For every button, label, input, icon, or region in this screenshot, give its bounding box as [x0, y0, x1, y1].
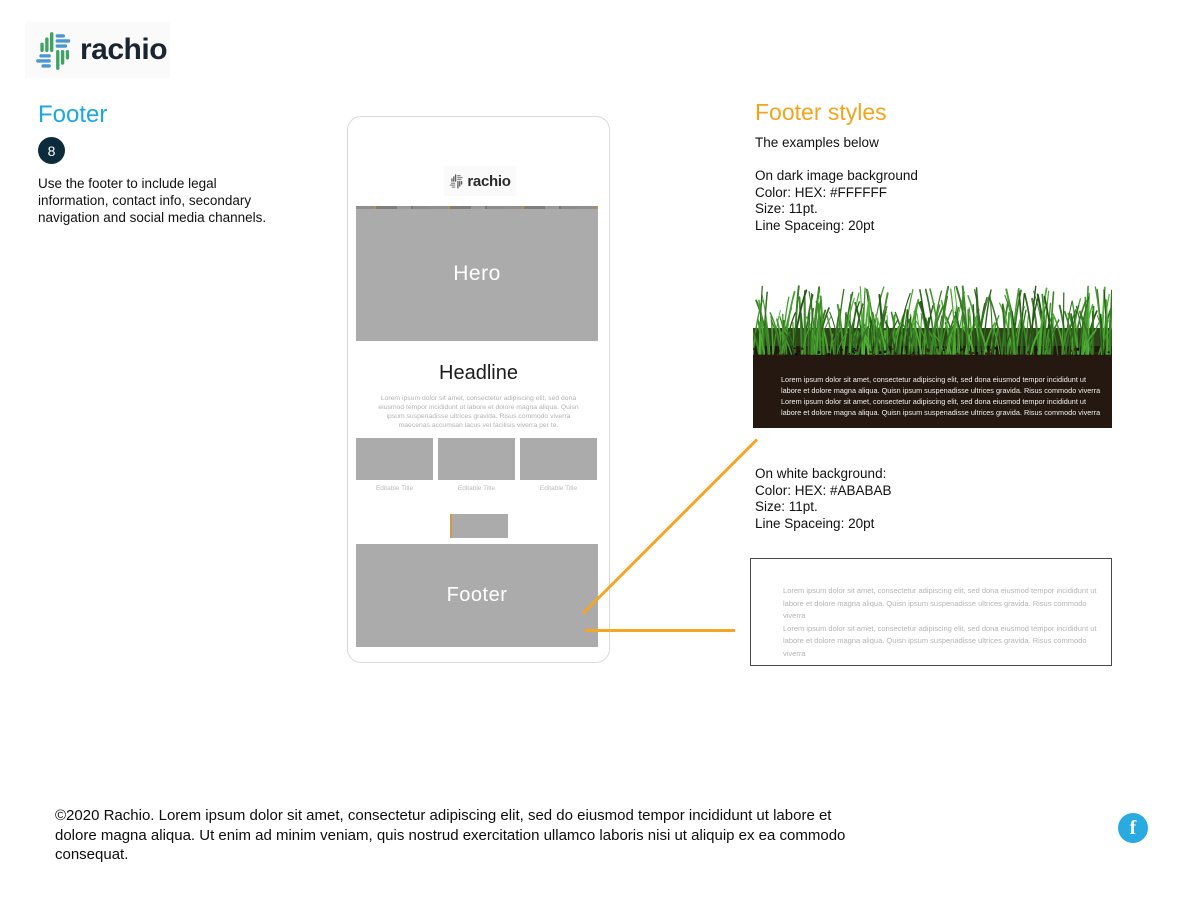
email-mockup-frame: [347, 116, 610, 663]
tile-caption: Editable Title: [375, 485, 414, 492]
footer-styles-title: Footer styles: [755, 99, 887, 125]
brand-name: rachio: [80, 33, 168, 66]
tile-caption: Editable Title: [539, 485, 578, 492]
dark-background-spec: On dark image background Color: HEX: #FFFFFF Size: 11pt. Line Spaceing: 20pt: [755, 168, 918, 233]
white-background-spec: On white background: Color: HEX: #ABABAB Size: 11pt. Line Spaceing: 20pt: [755, 466, 892, 531]
step-number-badge: 8: [38, 137, 65, 164]
dark-example-text: Lorem ipsum dolor sit amet, consectetur adipiscing elit, sed dona eiusmod tempor incididunt ut labore et dolore magna aliqua. Quisn ipsum suspenadisse ultrices gravida. Risus commodo viverra Lorem ipsum dolor sit amet, consectetur adipiscing elit, sed dona eiusmod tempor incididunt ut labore et dolore magna aliqua. Quisn ipsum suspenadisse ultrices gravida. Risus commodo viverra: [753, 360, 1112, 428]
content-tile: [438, 438, 515, 480]
footer-placeholder: [356, 544, 598, 647]
dark-footer-example: [753, 278, 1112, 428]
tile-caption: Editable Title: [457, 485, 496, 492]
mockup-body-text: Lorem ipsum dolor sit amet, consectetur adipiscing elit, sed dona eiusmod tempor incididunt ut labore et dolore magna aliqua. Quisn ipsum suspenadisse ultrices gravida. Risus commodo viverra maecenas accumsan lacus vel facilisis viverra per te.: [378, 395, 579, 429]
connector-line-horizontal: [585, 629, 735, 632]
footer-label: Footer: [446, 584, 508, 606]
hero-label: Hero: [453, 261, 501, 285]
examples-intro: The examples below: [755, 135, 879, 150]
mockup-headline: Headline: [439, 362, 518, 384]
section-description: Use the footer to include legal information, contact info, secondary navigation and social media channels.: [38, 176, 267, 225]
rachio-mark-icon: [34, 29, 74, 71]
content-tile: [356, 438, 433, 480]
facebook-icon[interactable]: f: [1118, 813, 1148, 843]
copyright-text: ©2020 Rachio. Lorem ipsum dolor sit amet, consectetur adipiscing elit, sed do eiusmod tempor incididunt ut labore et dolore magna aliqua. Ut enim ad minim veniam, quis nostrud exercitation ullamco laboris nisi ut aliquip ex ea commodo consequat.: [55, 807, 846, 863]
mockup-logo: [444, 166, 516, 196]
rachio-mark-small-icon: [449, 173, 464, 189]
content-tile: [520, 438, 597, 480]
hero-placeholder: [356, 206, 598, 341]
mockup-logo-text: rachio: [467, 172, 511, 190]
page-title: Footer: [38, 101, 108, 128]
brand-logo: [25, 22, 170, 78]
button-placeholder: [450, 514, 508, 538]
grass-image: [753, 278, 1112, 360]
white-footer-example: Lorem ipsum dolor sit amet, consectetur adipiscing elit, sed dona eiusmod tempor incididunt ut labore et dolore magna aliqua. Quisn ipsum suspenadisse ultrices gravida. Risus commodo viverra Lorem ipsum dolor sit amet, consectetur adipiscing elit, sed dona eiusmod tempor incididunt ut labore et dolore magna aliqua. Quisn ipsum suspenadisse ultrices gravida. Risus commodo viverra: [750, 558, 1112, 666]
